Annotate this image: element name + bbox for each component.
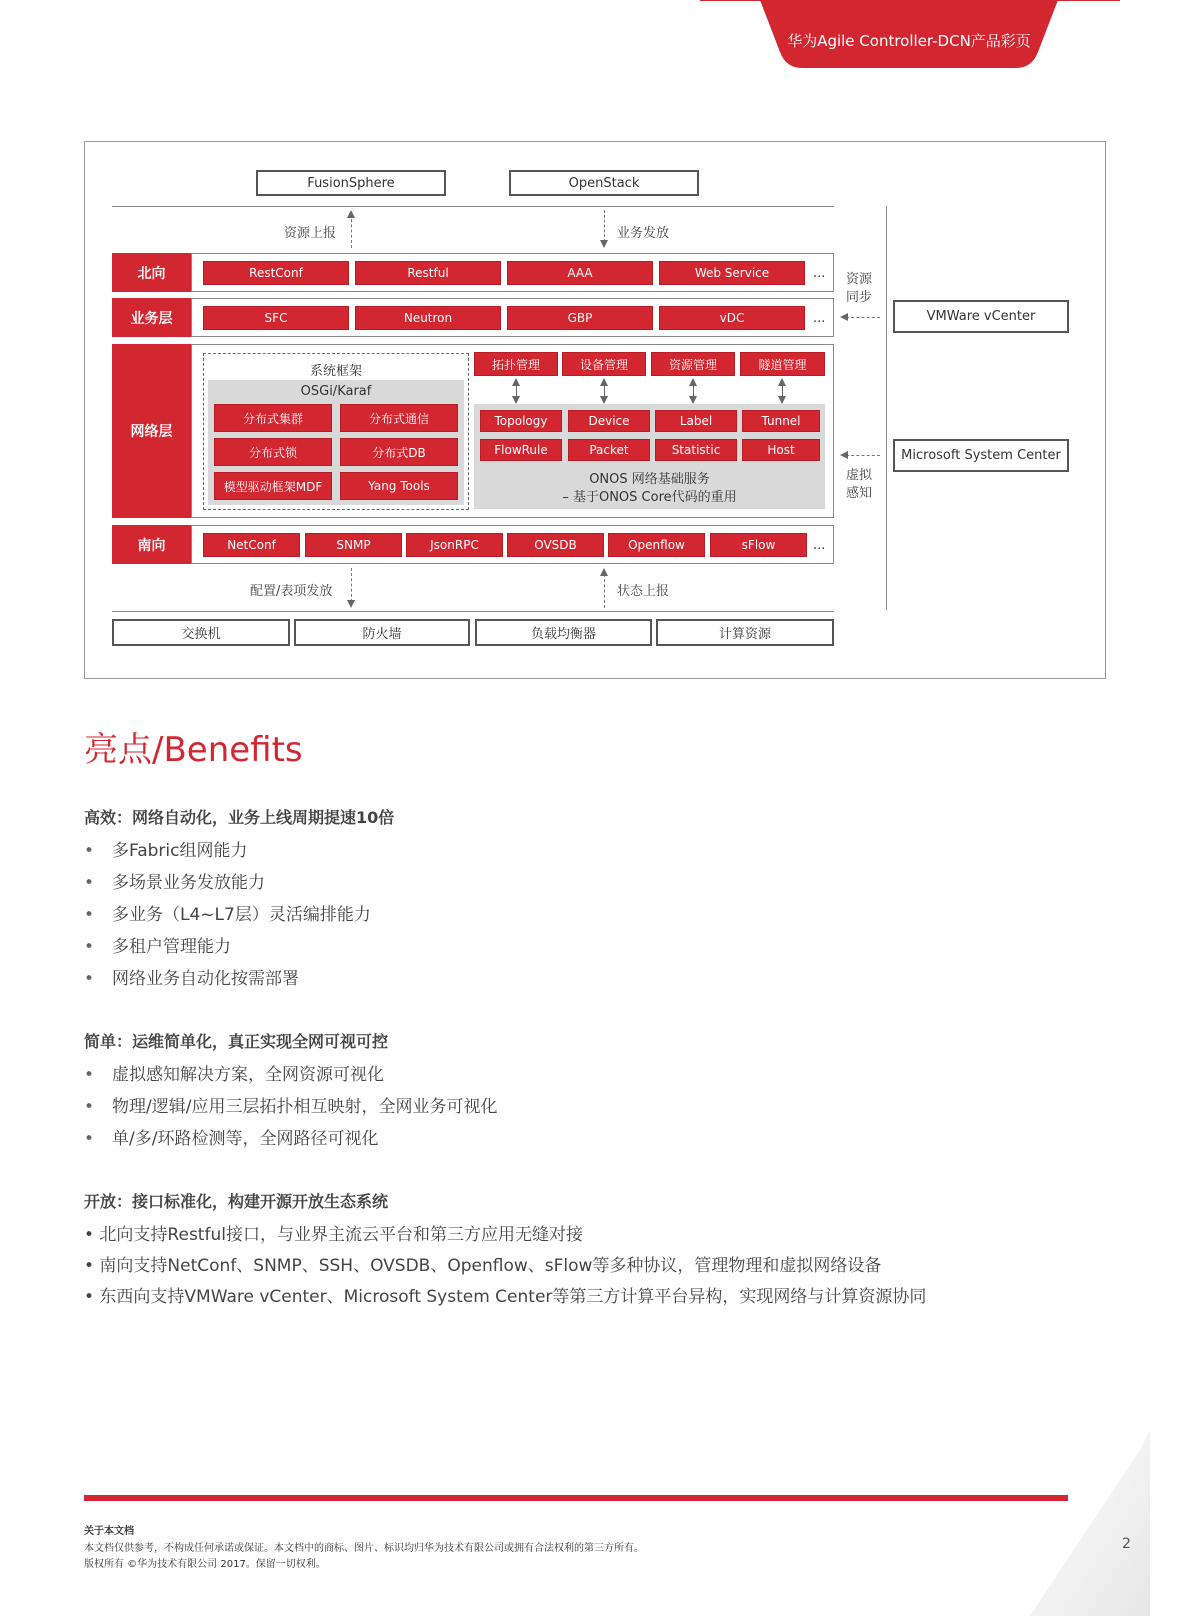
bullet-icon: • [84, 969, 95, 989]
load-balancer-box: 负载均衡器 [475, 619, 652, 646]
onos-flowrule-item: FlowRule [480, 439, 562, 461]
distributed-cluster-item: 分布式集群 [214, 404, 332, 432]
onos-packet-item: Packet [568, 439, 650, 461]
bullet-icon: • [84, 905, 95, 925]
tunnel-mgmt-item: 隧道管理 [740, 352, 825, 376]
resource-sync-label [846, 271, 872, 307]
bullet-icon: • [84, 1065, 95, 1085]
sflow-item: sFlow [710, 533, 807, 557]
netconf-item: NetConf [203, 533, 300, 557]
onos-label-item: Label [655, 410, 737, 432]
bottom-separator [112, 611, 834, 612]
arrow-up-icon [600, 378, 608, 386]
list-item: • 多业务（L4~L7层）灵活编排能力 [84, 905, 371, 925]
onos-statistic-item: Statistic [655, 439, 737, 461]
osgi-karaf-title: OSGi/Karaf [300, 384, 372, 399]
list-item: • 北向支持Restful接口，与业界主流云平台和第三方应用无缝对接 [84, 1225, 583, 1245]
config-arrow-line [351, 568, 352, 602]
resource-sync-line2: 同步 [846, 290, 873, 305]
arrow-down-icon [778, 396, 786, 404]
device-mgmt-item: 设备管理 [562, 352, 646, 376]
benefits-heading: 亮点/Benefits [84, 730, 303, 770]
yang-tools-item: Yang Tools [340, 472, 458, 500]
onos-tunnel-item: Tunnel [742, 410, 820, 432]
list-item: • 东西向支持VMWare vCenter、Microsoft System Center等第三方计算平台异构，实现网络与计算资源协同 [84, 1287, 927, 1307]
header-tab [760, 0, 1058, 68]
service-layer-label: 业务层 [112, 298, 191, 337]
list-item: • 多租户管理能力 [84, 937, 231, 957]
list-item: • 多场景业务发放能力 [84, 873, 265, 893]
header-line [700, 0, 1120, 1]
top-separator [112, 206, 834, 207]
sfc-item: SFC [203, 306, 349, 330]
vmware-vcenter-box: VMWare vCenter [893, 300, 1069, 333]
fusionsphere-box: FusionSphere [256, 170, 446, 196]
arrow-up-icon [600, 568, 608, 576]
onos-subtitle: – 基于ONOS Core代码的重用 [562, 490, 737, 505]
sense-arrow-line [846, 455, 880, 456]
onos-topology-item: Topology [480, 410, 562, 432]
sync-arrow-line [846, 317, 880, 318]
footer-disclaimer: 本文档仅供参考，不构成任何承诺或保证。本文档中的商标、图片、标识均归华为技术有限公司或拥有合法权利的第三方所有。 [84, 1543, 644, 1554]
status-arrow-line [604, 574, 605, 608]
list-item: • 单/多/环路检测等，全网路径可视化 [84, 1129, 379, 1149]
openflow-item: Openflow [608, 533, 705, 557]
virtual-sense-label [846, 467, 872, 503]
right-divider [886, 206, 887, 610]
onos-device-item: Device [568, 410, 650, 432]
page-corner-decoration [1030, 1430, 1150, 1616]
arrow-up-icon [512, 378, 520, 386]
list-item: • 南向支持NetConf、SNMP、SSH、OVSDB、Openflow、sFlow等多种协议，管理物理和虚拟网络设备 [84, 1256, 882, 1276]
status-report-label: 状态上报 [617, 584, 670, 599]
resource-mgmt-item: 资源管理 [651, 352, 735, 376]
vdc-item: vDC [659, 306, 805, 330]
section-open-title: 开放：接口标准化，构建开源开放生态系统 [84, 1192, 389, 1211]
aaa-item: AAA [507, 261, 653, 285]
distributed-db-item: 分布式DB [340, 438, 458, 466]
onos-host-item: Host [742, 439, 820, 461]
firewall-box: 防火墙 [294, 619, 470, 646]
northbound-label: 北向 [112, 253, 191, 292]
bullet-icon: • [84, 1097, 95, 1117]
dispatch-arrow-line [604, 210, 605, 242]
virtual-sense-line2: 感知 [846, 486, 873, 501]
gbp-item: GBP [507, 306, 653, 330]
footer-title: 关于本文档 [84, 1526, 134, 1537]
restconf-item: RestConf [203, 261, 349, 285]
footer-bar [84, 1495, 1068, 1501]
mdf-item: 模型驱动框架MDF [214, 472, 332, 500]
neutron-item: Neutron [355, 306, 501, 330]
list-item: • 物理/逻辑/应用三层拓扑相互映射，全网业务可视化 [84, 1097, 498, 1117]
arrow-left-icon [840, 451, 848, 459]
arrow-down-icon [600, 396, 608, 404]
ovsdb-item: OVSDB [507, 533, 604, 557]
service-dispatch-label: 业务发放 [617, 226, 670, 241]
openstack-box: OpenStack [509, 170, 699, 196]
arrow-down-icon [512, 396, 520, 404]
resource-report-label: 资源上报 [284, 226, 337, 241]
arrow-up-icon [689, 378, 697, 386]
footer-copyright: 版权所有 ©华为技术有限公司 2017。保留一切权利。 [84, 1559, 326, 1570]
distributed-comm-item: 分布式通信 [340, 404, 458, 432]
list-item: • 网络业务自动化按需部署 [84, 969, 299, 989]
topology-mgmt-item: 拓扑管理 [474, 352, 558, 376]
bullet-icon: • [84, 1129, 95, 1149]
bullet-icon: • [84, 873, 95, 893]
web-service-item: Web Service [659, 261, 805, 285]
network-layer-label: 网络层 [112, 344, 191, 518]
arrow-down-icon [600, 240, 608, 248]
system-framework-title: 系统框架 [309, 364, 362, 379]
jsonrpc-item: JsonRPC [406, 533, 503, 557]
virtual-sense-line1: 虚拟 [846, 468, 873, 483]
onos-title: ONOS 网络基础服务 [589, 472, 710, 487]
config-dispatch-label: 配置/表项发放 [250, 584, 333, 599]
bullet-icon: • [84, 937, 95, 957]
report-arrow-line [351, 214, 352, 248]
microsoft-system-center-box: Microsoft System Center [893, 439, 1069, 472]
arrow-down-icon [689, 396, 697, 404]
southbound-label: 南向 [112, 525, 191, 564]
restful-item: Restful [355, 261, 501, 285]
section-efficient-title: 高效：网络自动化，业务上线周期提速10倍 [84, 808, 395, 827]
arrow-down-icon [347, 600, 355, 608]
resource-sync-line1: 资源 [846, 272, 873, 287]
service-layer-ellipsis: ... [813, 311, 826, 326]
compute-resource-box: 计算资源 [656, 619, 834, 646]
distributed-lock-item: 分布式锁 [214, 438, 332, 466]
arrow-up-icon [778, 378, 786, 386]
northbound-ellipsis: ... [813, 266, 826, 281]
section-simple-title: 简单：运维简单化，真正实现全网可视可控 [84, 1032, 389, 1051]
arrow-up-icon [347, 210, 355, 218]
snmp-item: SNMP [305, 533, 402, 557]
header-title: 华为Agile Controller-DCN产品彩页 [787, 32, 1031, 50]
page-number: 2 [1122, 1536, 1131, 1552]
list-item: • 多Fabric组网能力 [84, 841, 248, 861]
switch-box: 交换机 [112, 619, 290, 646]
southbound-ellipsis: ... [813, 538, 826, 553]
arrow-left-icon [840, 313, 848, 321]
bullet-icon: • [84, 841, 95, 861]
list-item: • 虚拟感知解决方案，全网资源可视化 [84, 1065, 384, 1085]
